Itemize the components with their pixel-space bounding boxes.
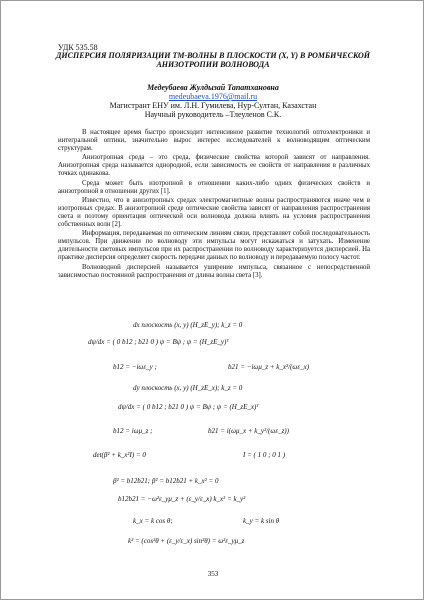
formula-identity: I = ( 1 0 ; 0 1 )	[243, 451, 286, 459]
supervisor-line: Научный руководитель –Тлеуленов С.К.	[144, 110, 282, 119]
paragraph: Информация, передаваемая по оптическим линиям связи, представляет собой последовательность импульсов. При движении по волноводу эти импульсы могут искажаться и затухать. Изменение длительности световых импульсов при их распространении по волноводу характеризуется дисперсией. На практике дисперсия определяет скорость передачи данных по волноводу и передаваемую полосу частот.	[58, 230, 370, 262]
formula-matrix-eq-2: dψ/dx = ( 0 b12 ; b21 0 ) ψ = Bψ ; ψ = (H_zE_x)ᵀ	[118, 403, 259, 411]
paragraph: Известно, что в анизотропных средах электромагнитные волны распространяются иначе чем в изотропных средах. В анизотропной среде оптические свойства зависят от направления распространения света и поэтому ориентация оптической оси волновода должна влиять на условия распространения собственных волн [2].	[58, 196, 370, 229]
page-number: 353	[207, 570, 219, 578]
paragraph: Среда может быть изотропной в отношении каких-либо одних физических свойств и анизотропной в отношении других [1].	[58, 179, 370, 195]
formula-b21-2: b21 = i(ωμ_x + k_y²/(ωε_z))	[208, 427, 289, 435]
formula-b12-b21: b12b21 = −ω²ε_yμ_z + (ε_y/ε_x) k_x² = k_y²	[118, 495, 246, 503]
formula-xy-plane-y: dy плоскость (x, y) (H_zE_x); k_z = 0	[133, 384, 243, 392]
udk-code: УДК 535.58	[58, 43, 98, 52]
formula-block	[58, 321, 370, 561]
body-text	[58, 129, 370, 281]
paper-title: ДИСПЕРСИЯ ПОЛЯРИЗАЦИИ ТМ-ВОЛНЫ В ПЛОСКОСТИ (X, Y) В РОМБИЧЕСКОЙ АНИЗОТРОПИИ ВОЛНОВОДА	[55, 51, 371, 69]
author-name: Медеубаева Жулдызай Тапатхановна	[147, 83, 279, 92]
formula-xy-plane-x: dx плоскость (x, y) (H_zE_y); k_z = 0	[133, 321, 243, 329]
formula-kx: k_x = k cos θ;	[133, 517, 173, 525]
paragraph: Волноводной дисперсией называется уширение импульса, связанное с непосредственной зависимостью постоянной распространения от длины волны света [3].	[58, 263, 370, 279]
formula-k-square: k² = (cos²θ + (ε_y/ε_x) sin²θ) = ω²ε_yμ_z	[128, 537, 245, 545]
paragraph: Анизотропная среда – это среда, физические свойства которой зависят от направления. Анизотропная среда называется однородной, если зависимость ее свойств от направления в различных точках одинакова.	[58, 154, 370, 178]
formula-determinant: det(β² + k_x²I) = 0	[93, 451, 146, 459]
formula-ky: k_y = k sin θ	[243, 517, 280, 525]
formula-b12-2: b12 = iωμ_z ;	[113, 427, 153, 435]
formula-b21-1: b21 = −iωμ_z + k_x²/(ωε_x)	[228, 363, 310, 371]
author-email-link[interactable]: medeubaeva.1976@mail.ru	[168, 92, 258, 101]
formula-matrix-eq-1: dψ/dx = ( 0 b12 ; b21 0 ) ψ = Bψ ; ψ = (H_zE_y)ᵀ	[88, 338, 229, 346]
formula-b12-1: b12 = −iωε_y ;	[113, 363, 157, 371]
formula-beta-square: β² = b12b21; β² = b12b21 + k_x² = 0	[113, 477, 219, 485]
paragraph: В настоящее время быстро происходит интенсивное развитие технологий оптоэлектроники и интегральной оптики, значительно вырос интерес исследователей к волноводящим оптическим структурам.	[58, 129, 370, 153]
author-affiliation: Магистрант ЕНУ им. Л.Н. Гумилева, Нур-Султан, Казахстан	[109, 101, 317, 110]
